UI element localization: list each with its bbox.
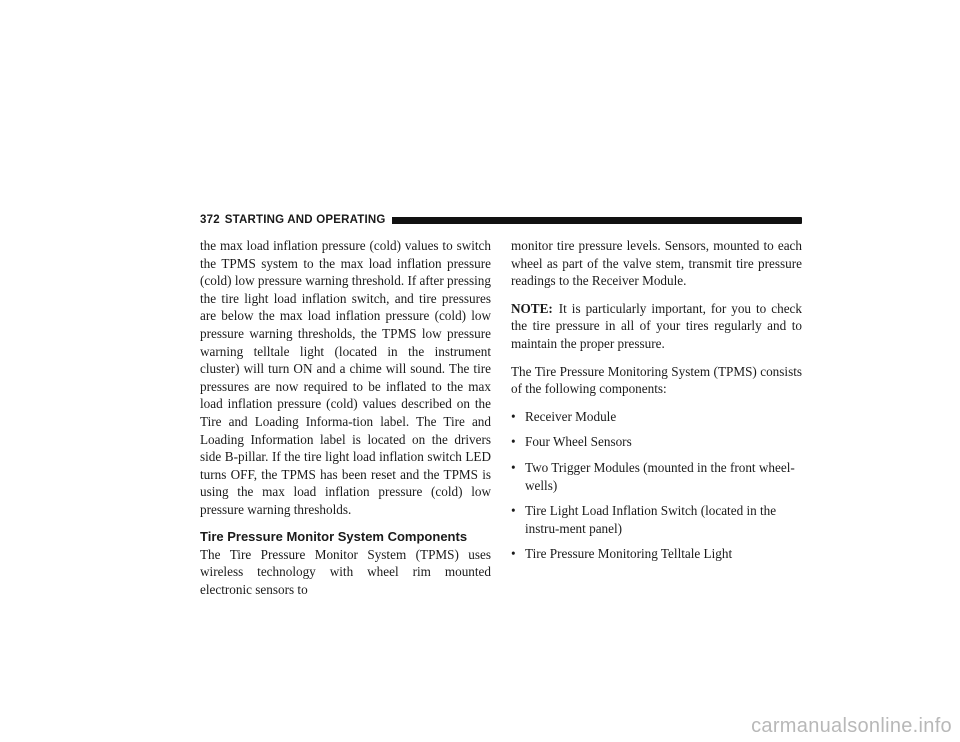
note-label: NOTE: — [511, 300, 553, 316]
list-item-text: Two Trigger Modules (mounted in the front wheel-wells) — [525, 459, 795, 493]
section-title: STARTING AND OPERATING — [224, 214, 386, 226]
note-text: It is particularly important, for you to check the tire pressure in all of your tires regularly and to maintain the proper pressure. — [511, 300, 802, 351]
list-item — [511, 433, 802, 451]
components-list — [511, 408, 802, 563]
bullet-icon: • — [511, 546, 516, 562]
list-item — [511, 502, 802, 537]
section-heading: Tire Pressure Monitor System Components — [200, 528, 468, 544]
right-paragraph-2: The Tire Pressure Monitoring System (TPMS) consists of the following components: — [511, 363, 802, 397]
list-item — [511, 545, 802, 563]
list-item-text: Four Wheel Sensors — [525, 434, 632, 450]
list-item-text: Receiver Module — [525, 408, 617, 424]
list-item — [511, 408, 802, 426]
list-item-text: Tire Pressure Monitoring Telltale Light — [525, 546, 733, 562]
list-item-text: Tire Light Load Inflation Switch (located in the instru-ment panel) — [525, 503, 777, 536]
left-paragraph-1: the max load inflation pressure (cold) values to switch the TPMS system to the max load inflation pressure (cold) low pressure warning threshold. If after pressing the tire light load inflation switch, and tire pressures are below the max load inflation pressure (cold) low pressure warning thresholds, the TPMS low pressure warning telltale light (located in the instrument cluster) will turn ON and a chime will sound. The tire pressures are now required to be inflated to the max load inflation pressure (cold) values described on the Tire and Loading Informa-tion label. The Tire and Loading Information label is located on the drivers side B-pillar. If the tire light load inflation switch LED turns OFF, the TPMS has been reset and the TPMS is using the max load inflation pressure (cold) low pressure warning thresholds. — [200, 238, 491, 517]
bullet-icon: • — [511, 503, 516, 519]
header-rule — [392, 217, 802, 224]
bullet-icon: • — [511, 434, 516, 450]
right-column — [511, 237, 802, 571]
list-item — [511, 459, 802, 494]
note-paragraph — [511, 300, 802, 353]
right-paragraph-1: monitor tire pressure levels. Sensors, mounted to each wheel as part of the valve stem, transmit tire pressure readings to the Receiver Module. — [511, 238, 802, 289]
page-number: 372 — [200, 214, 220, 226]
left-paragraph-2: The Tire Pressure Monitor System (TPMS) uses wireless technology with wheel rim mounted electronic sensors to — [200, 546, 491, 597]
page-header — [200, 212, 802, 228]
left-column — [200, 237, 491, 608]
bullet-icon: • — [511, 459, 516, 475]
watermark: carmanualsonline.info — [751, 715, 952, 737]
bullet-icon: • — [511, 408, 516, 424]
